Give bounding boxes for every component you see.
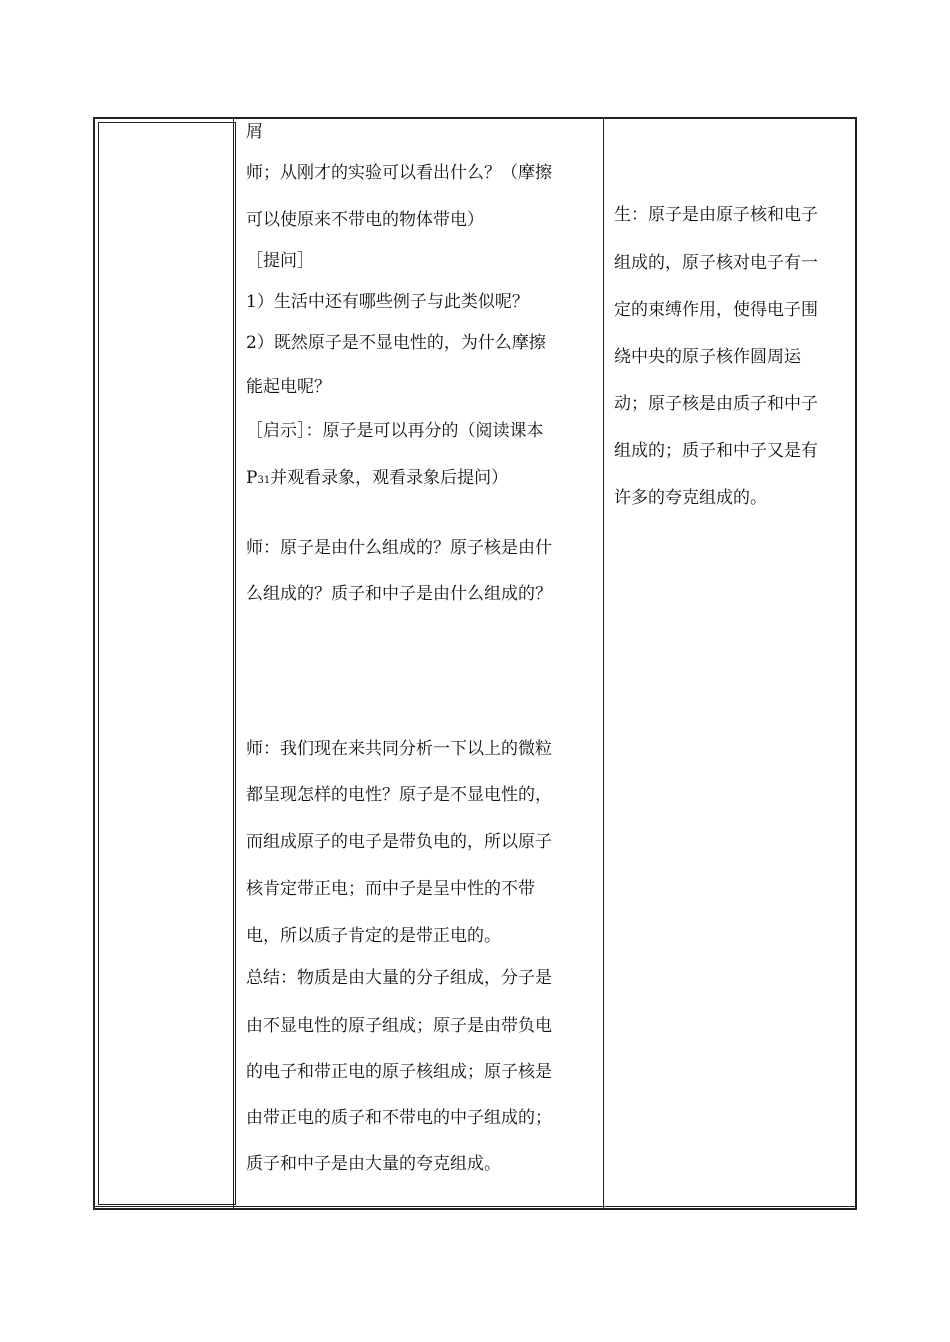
text-line: P31并观看录象，观看录象后提问） [246,468,509,488]
text-line: ［启示］：原子是可以再分的（阅读课本 [246,421,544,441]
text-line: 的电子和带正电的原子核组成；原子核是 [246,1062,552,1082]
text-line: 师：我们现在来共同分析一下以上的微粒 [246,739,552,759]
left-column-cell [98,122,236,1205]
text-line: 质子和中子是由大量的夸克组成。 [246,1154,501,1174]
table-bottom-border [93,1206,857,1207]
text-line: 由不显电性的原子组成；原子是由带负电 [246,1016,552,1036]
text-line: 组成的，原子核对电子有一 [614,253,818,273]
text-line: 1）生活中还有哪些例子与此类似呢？ [246,292,529,312]
text-line: 由带正电的质子和不带电的中子组成的； [246,1108,552,1128]
page-reference: P31 [246,468,271,488]
text-line: ［提问］ [246,251,314,271]
text-line: 生：原子是由原子核和电子 [614,205,818,225]
middle-column [234,117,602,1210]
text-line: 么组成的？质子和中子是由什么组成的？ [246,584,552,604]
text-line: 能起电呢？ [246,377,331,397]
text-line: 许多的夸克组成的。 [614,488,767,508]
text-line: 核肯定带正电；而中子是呈中性的不带 [246,879,535,899]
right-column [604,117,854,1210]
text-line: 师；从刚才的实验可以看出什么？（摩擦 [246,163,552,183]
text-line: 2）既然原子是不显电性的，为什么摩擦 [246,333,546,353]
text-line: 总结：物质是由大量的分子组成，分子是 [246,968,552,988]
text-line: 电，所以质子肯定的是带正电的。 [246,926,501,946]
text-line: 屑 [246,122,263,142]
text-line: 组成的；质子和中子又是有 [614,441,818,461]
text-line: 都呈现怎样的电性？原子是不显电性的， [246,785,552,805]
text-line: 绕中央的原子核作圆周运 [614,347,801,367]
text-line: 而组成原子的电子是带负电的，所以原子 [246,832,552,852]
text-line: 师：原子是由什么组成的？原子核是由什 [246,538,552,558]
text-line: 动；原子核是由质子和中子 [614,394,818,414]
text-line: 可以使原来不带电的物体带电） [246,210,484,230]
text-line: 定的束缚作用，使得电子围 [614,300,818,320]
